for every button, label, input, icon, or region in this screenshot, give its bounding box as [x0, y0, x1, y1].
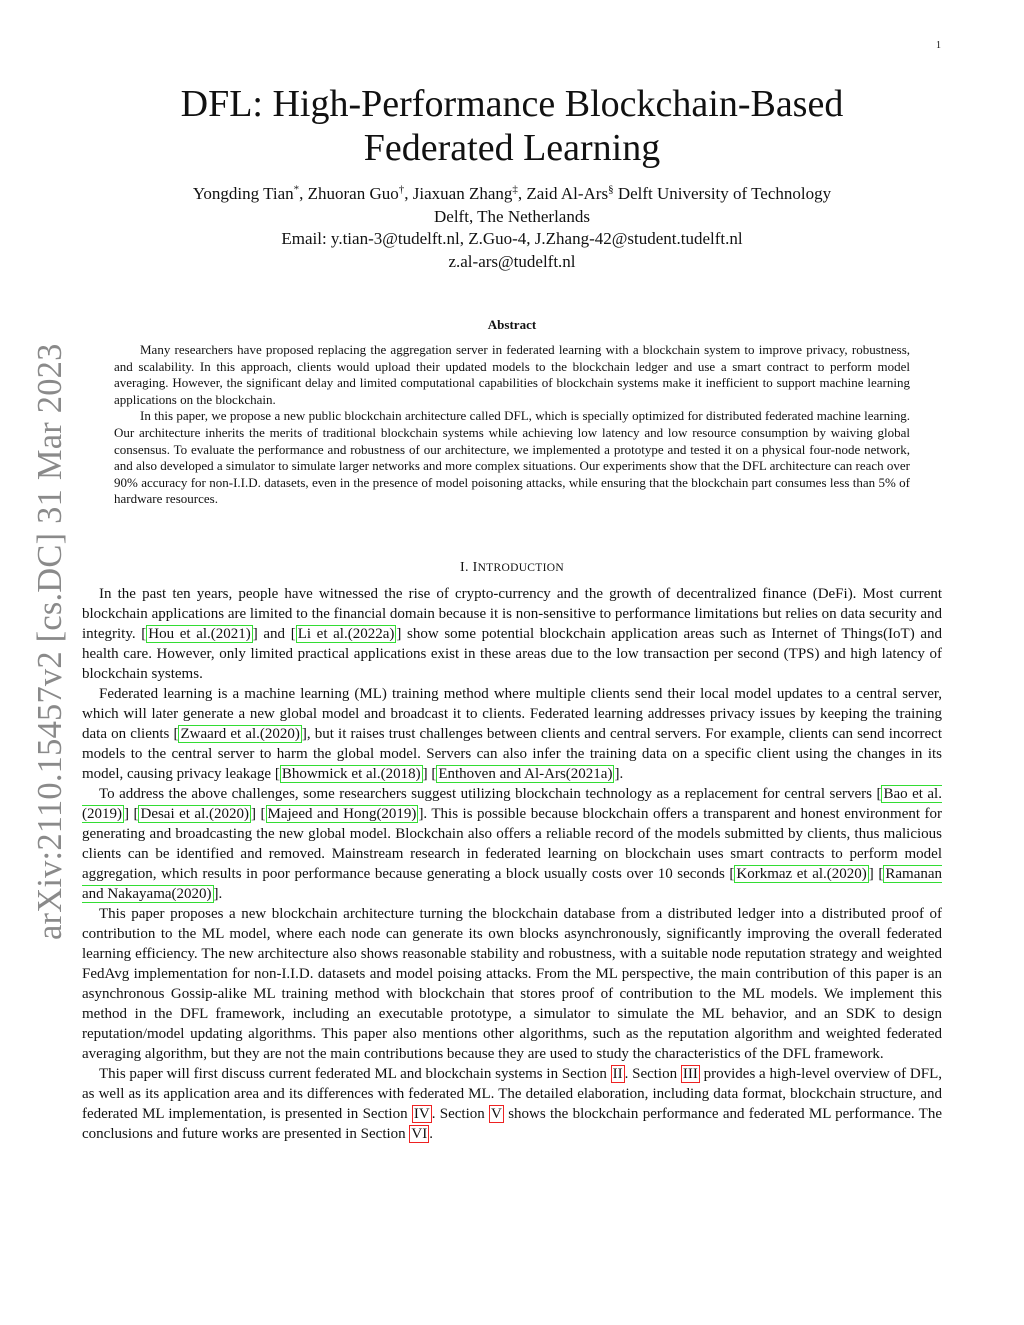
author-mark: §	[608, 183, 614, 196]
intro-paragraph: This paper will first discuss current federated ML and blockchain systems in Section II . Section III provides a high-level overview of DFL, as well as its application area and its differences with federated ML. The detailed elaboration, including data format, blockchain structure, and federated ML implementation, is presented in Section IV . Section V shows the blockchain performance and federated ML performance. The conclusions and future works are presented in Section VI .	[82, 1066, 942, 1142]
paper-title	[100, 82, 924, 170]
citation-link[interactable]: Bhowmick et al.(2018)	[281, 766, 421, 782]
intro-paragraph: Federated learning is a machine learning (ML) training method where multiple clients send their local model updates to a central server, which will later generate a new global model and broadcast it to clients. Federated learning addresses privacy issues by keeping the training data on clients [ Zwaard et al.(2020) ], but it raises trust challenges between clients and central servers. For example, clients can send incorrect models to the central server to harm the global model. Servers can also infer the training data on a specific client using the changes in its model, causing privacy leakage [ Bhowmick et al.(2018) ] [ Enthoven and Al-Ars(2021a) ].	[82, 686, 942, 782]
page-number: 1	[936, 40, 941, 51]
intro-paragraph: To address the above challenges, some researchers suggest utilizing blockchain technology as a replacement for central servers [ Bao et al.(2019) ] [ Desai et al.(2020) ] [ Majeed and Hong(2019) ]. This is possible because blockchain offers a transparent and honest environment for generating and broadcasting the new global model. Blockchain also offers a reliable record of the models submitted by clients, thus malicious clients can be identified and removed. Mainstream research in federated learning on blockchain uses smart contracts to perform model aggregation, which results in poor performance because generating a block usually costs over 10 seconds [ Korkmaz et al.(2020) ] [ Ramanan and Nakayama(2020) ].	[82, 786, 943, 902]
citation-link[interactable]: Majeed and Hong(2019)	[267, 806, 417, 822]
author-names	[100, 183, 924, 206]
section-heading-start: I. I	[460, 560, 478, 575]
author-emails: Email: y.tian-3@tudelft.nl, Z.Guo-4, J.Zhang-42@student.tudelft.nl	[281, 229, 743, 248]
author-city: Delft, The Netherlands	[434, 206, 590, 226]
citation-link[interactable]: Korkmaz et al.(2020)	[736, 866, 867, 882]
author-email-extra: z.al-ars@tudelft.nl	[448, 251, 576, 271]
section-link[interactable]: V	[491, 1106, 502, 1122]
citation-link[interactable]: Enthoven and Al-Ars(2021a)	[438, 766, 613, 782]
section-link[interactable]: IV	[413, 1106, 430, 1122]
author-mark: ‡	[512, 183, 518, 196]
section-heading-rest: NTRODUCTION	[477, 562, 564, 574]
author-mark: †	[398, 183, 405, 196]
abstract-heading: Abstract	[487, 317, 537, 332]
citation-link[interactable]: Desai et al.(2020)	[140, 806, 250, 822]
citation-link[interactable]: Li et al.(2022a)	[297, 626, 395, 642]
section-link[interactable]: II	[612, 1066, 623, 1082]
section-heading-introduction	[100, 560, 924, 576]
title-line-2: Federated Learning	[363, 127, 661, 169]
intro-paragraph: This paper proposes a new blockchain architecture turning the blockchain database from a distributed ledger into a distributed proof of contribution to the ML model, where each node can generate its own blocks asynchronously, significantly improving the overall federated learning efficiency. The new architecture also shows reasonable stability and robustness, with a suitable node reputation strategy and weighted FedAvg implementation for non-I.I.D. datasets and model poising attacks. From the ML perspective, the main contribution of this paper is an asynchronous Gossip-alike ML training method with blockchain that stores proof of contribution to the ML models. We implement this method in the DFL framework, including an executable prototype, a simulator to simulate the ML behavior, and an SDK to design reputation/model updating algorithms. This paper also mentions other algorithms, such as the reputation algorithm and weighted federated averaging algorithm, but they are not the main contributions because they are used to study the characteristics of the DFL framework.	[82, 906, 942, 1062]
introduction-body	[82, 584, 942, 1144]
citation-link[interactable]: Ramanan and Nakayama(2020)	[82, 866, 943, 902]
abstract-body	[114, 342, 910, 508]
author-name: Yongding Tian	[192, 184, 294, 203]
author-block	[100, 183, 924, 273]
abstract-paragraph: Many researchers have proposed replacing the aggregation server in federated learning with a blockchain system to improve privacy, robustness, and scalability. In this approach, clients would upload their updated models to the blockchain ledger and use a smart contract to perform model averaging. However, the significant delay and limited computational capabilities of blockchain systems make it inefficient to support machine learning applications on the blockchain.	[114, 342, 910, 407]
citation-link[interactable]: Hou et al.(2021)	[148, 626, 251, 642]
intro-paragraph: In the past ten years, people have witnessed the rise of crypto-currency and the growth of decentralized finance (DeFi). Most current blockchain applications are limited to the financial domain because it is non-sensitive to performance limitations but relies on data security and integrity. [ Hou et al.(2021) ] and [ Li et al.(2022a) ] show some potential blockchain application areas such as Internet of Things(IoT) and health care. However, only limited practical applications exist in these areas due to the low transaction per second (TPS) and high latency of blockchain systems.	[82, 586, 942, 682]
abstract-paragraph: In this paper, we propose a new public blockchain architecture called DFL, which is specially optimized for distributed federated machine learning. Our architecture inherits the merits of traditional blockchain systems while achieving low latency and low resource consumption by waiving global consensus. To evaluate the performance and robustness of our architecture, we implemented a prototype and tested it on a physical four-node network, and also developed a simulator to simulate larger networks and more complex situations. Our experiments show that the DFL architecture can reach over 90% accuracy for non-I.I.D. datasets, even in the presence of model poisoning attacks, while ensuring that the blockchain part consumes less than 5% of hardware resources.	[114, 408, 911, 507]
section-link[interactable]: VI	[411, 1126, 428, 1142]
affiliation: Delft University of Technology	[613, 184, 832, 203]
author-mark: *	[293, 183, 300, 196]
citation-link[interactable]: Zwaard et al.(2020)	[180, 726, 300, 742]
section-link[interactable]: III	[682, 1066, 698, 1082]
author-name: , Jiaxuan Zhang	[404, 184, 513, 203]
author-name: , Zhuoran Guo	[299, 184, 399, 203]
citation-link[interactable]: Bao et al.(2019)	[82, 786, 942, 822]
arxiv-stamp: arXiv:2110.15457v2 [cs.DC] 31 Mar 2023	[31, 343, 69, 940]
author-name: , Zaid Al-Ars	[517, 184, 609, 203]
title-line-1: DFL: High-Performance Blockchain-Based	[180, 83, 844, 125]
